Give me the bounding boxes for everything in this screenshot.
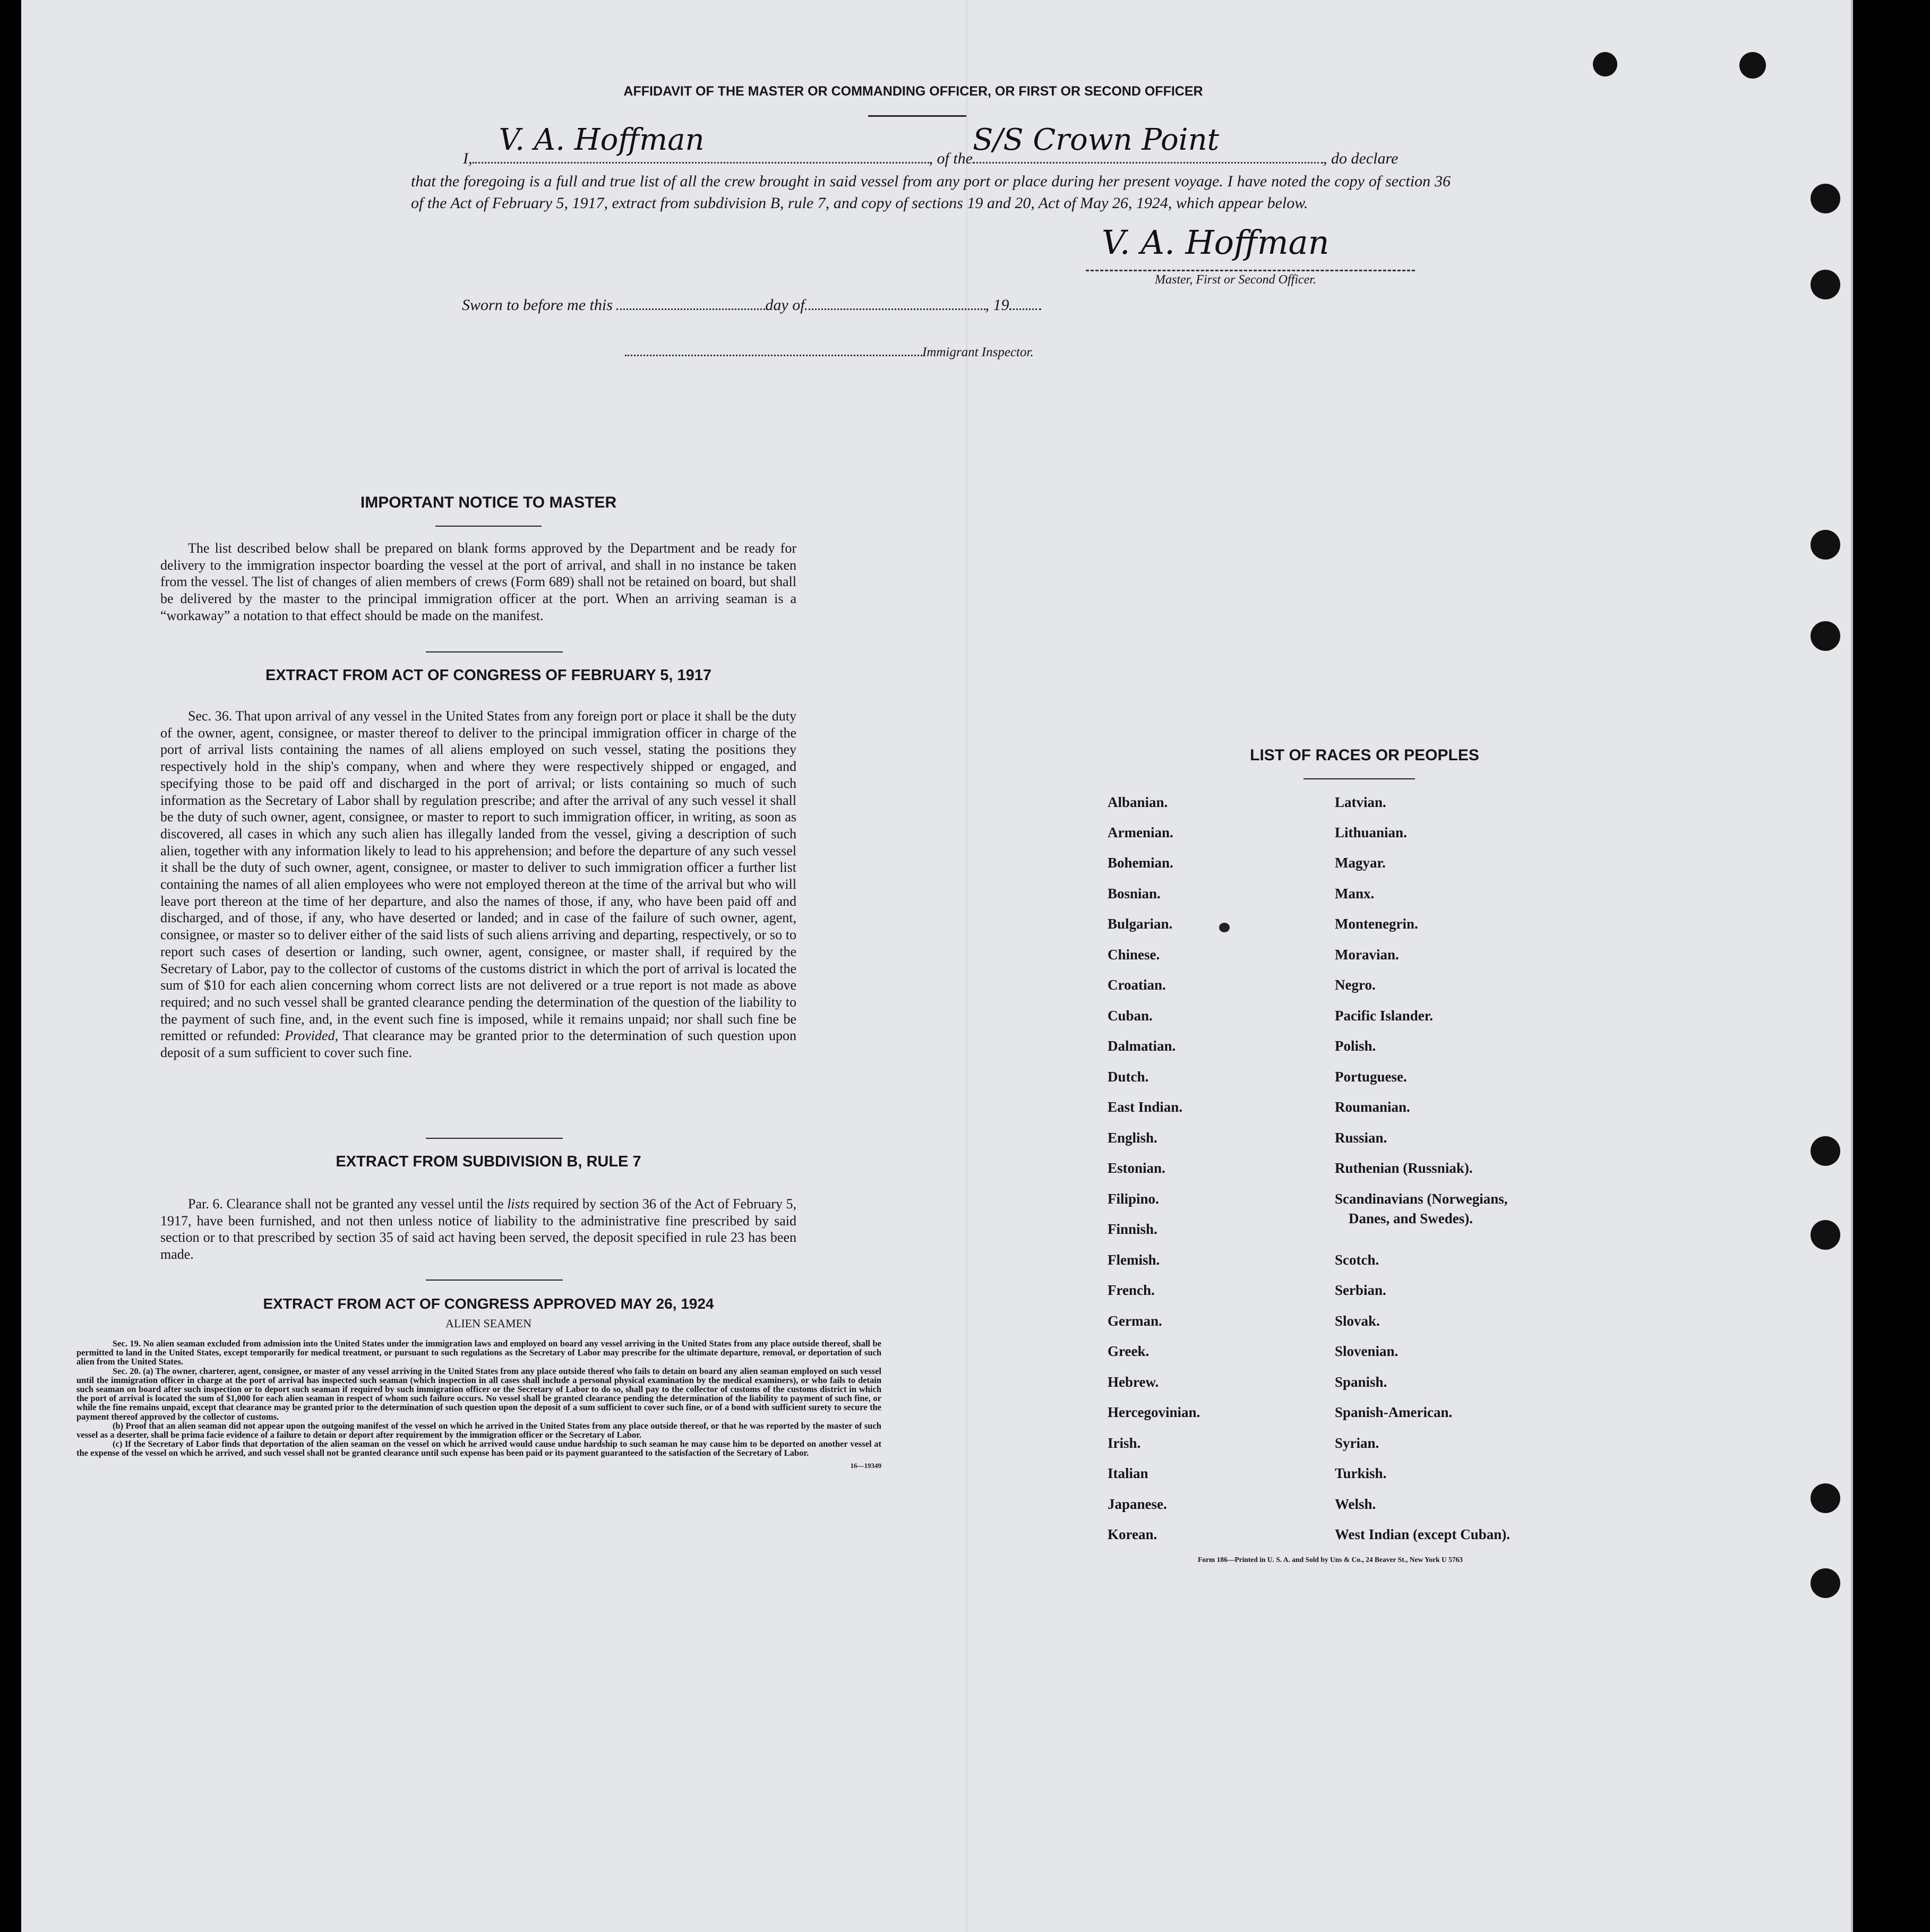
vessel-name-field [973, 123, 1323, 164]
race-item: Danes, and Swedes). [1349, 1210, 1473, 1226]
race-item: Dalmatian. [1108, 1038, 1176, 1054]
race-item: Finnish. [1108, 1221, 1157, 1237]
race-item: Armenian. [1108, 825, 1173, 840]
binder-hole [1739, 52, 1766, 79]
race-item: Magyar. [1335, 855, 1386, 871]
extract-1917-text [160, 708, 796, 1061]
race-item: Slovak. [1335, 1313, 1380, 1329]
declaration-line [463, 123, 1451, 168]
race-item: Portuguese. [1335, 1069, 1407, 1085]
race-item: Cuban. [1108, 1008, 1153, 1024]
binder-hole [1811, 1220, 1840, 1250]
rule7-text-a: Clearance shall not be granted any vessel until the [226, 1196, 504, 1212]
race-item: Filipino. [1108, 1191, 1159, 1207]
race-item: Polish. [1335, 1038, 1376, 1054]
sec-20b-text: (b) Proof that an alien seaman did not appear upon the outgoing manifest of the vessel on which he arrived in the United States from any place outside thereof, or that he was reported by the master of such vessel as a deserter, shall be prima facie evidence of a failure to detain or deport after requirement by the immigration officer or the Secretary of Labor. [76, 1420, 881, 1440]
race-item: Scandinavians (Norwegians, [1335, 1191, 1508, 1207]
race-item: Negro. [1335, 977, 1376, 993]
binder-hole [1811, 621, 1840, 651]
races-rule [1303, 778, 1415, 779]
sworn-day-field [616, 293, 765, 310]
extract-1917-title: EXTRACT FROM ACT OF CONGRESS OF FEBRUARY 5, 1917 [265, 667, 712, 684]
race-item: Spanish. [1335, 1374, 1387, 1390]
i-label: I, [463, 150, 473, 167]
act-1924-sections [76, 1339, 881, 1470]
race-item: West Indian (except Cuban). [1335, 1526, 1511, 1542]
sworn-year-field [1009, 293, 1041, 310]
inspector-caption: Immigrant Inspector. [922, 345, 1034, 359]
master-name-field [473, 123, 929, 164]
race-item: Spanish-American. [1335, 1404, 1453, 1420]
race-item: Hercegovinian. [1108, 1404, 1200, 1420]
of-the-label: , of the [929, 150, 973, 167]
binder-hole [1811, 270, 1840, 299]
vessel-name-handwritten: S/S Crown Point [973, 123, 1220, 157]
binder-hole [1811, 184, 1840, 213]
race-item: Pacific Islander. [1335, 1008, 1433, 1024]
race-item: Estonian. [1108, 1160, 1165, 1176]
inspector-field [625, 339, 922, 356]
race-item: Hebrew. [1108, 1374, 1159, 1390]
ink-blot [1219, 923, 1230, 932]
race-item: Croatian. [1108, 977, 1166, 993]
race-item: Syrian. [1335, 1435, 1379, 1451]
do-declare-label: , do declare [1323, 150, 1399, 167]
race-item: Dutch. [1108, 1069, 1149, 1085]
race-item: East Indian. [1108, 1099, 1183, 1115]
binder-hole [1811, 1568, 1840, 1598]
race-item: Roumanian. [1335, 1099, 1410, 1115]
master-signature: V. A. Hoffman [1102, 223, 1329, 262]
signature-block [1086, 223, 1415, 297]
race-item: Ruthenian (Russniak). [1335, 1160, 1473, 1176]
race-item: German. [1108, 1313, 1162, 1329]
race-item: Chinese. [1108, 947, 1160, 963]
race-item: Albanian. [1108, 794, 1168, 810]
sworn-line [462, 293, 1041, 314]
lists-word: lists [507, 1196, 530, 1212]
race-item: Serbian. [1335, 1282, 1386, 1298]
printer-footer: Form 186—Printed in U. S. A. and Sold by Uns & Co., 24 Beaver St., New York U 5763 [1198, 1556, 1463, 1564]
form-page [21, 0, 1853, 1932]
sec-19-text: Sec. 19. No alien seaman excluded from admission into the United States under the immigration laws and employed on board any vessel arriving in the United States from any place outside thereof, shall be permitted to land in the United States, except temporarily for medical treatment, or pursuant to such regulations as the Secretary of Labor may prescribe for the ultimate departure, removal, or deportation of such alien from the United States. [76, 1338, 881, 1367]
race-item: Bohemian. [1108, 855, 1173, 871]
race-item: French. [1108, 1282, 1155, 1298]
page-fold [966, 0, 967, 1932]
race-item: Moravian. [1335, 947, 1399, 963]
act-1924-title: EXTRACT FROM ACT OF CONGRESS APPROVED MAY 26, 1924 [263, 1295, 714, 1312]
race-item: Japanese. [1108, 1496, 1167, 1512]
affidavit-title: AFFIDAVIT OF THE MASTER OR COMMANDING OFFICER, OR FIRST OR SECOND OFFICER [623, 84, 1203, 99]
notice-text: The list described below shall be prepared on blank forms approved by the Department and be ready for delivery to the immigration inspector boarding the vessel at the port of arrival, and shall in no instance be taken from the vessel. The list of changes of alien members of crews (Form 689) shall not be retained on board, but shall be delivered by the master to the principal immigration officer at the port. When an arriving seaman is a “workaway” a notation to that effect should be made on the manifest. [160, 540, 796, 623]
form-code: 16—19349 [850, 1461, 881, 1470]
binder-hole [1811, 1136, 1840, 1166]
race-item: Montenegrin. [1335, 916, 1418, 932]
alien-seamen-subtitle: ALIEN SEAMEN [445, 1317, 531, 1330]
signature-caption: Master, First or Second Officer. [1155, 273, 1316, 287]
binder-hole [1593, 52, 1617, 76]
sworn-month-field [805, 293, 985, 310]
binder-hole [1811, 1483, 1840, 1513]
race-item: Lithuanian. [1335, 825, 1407, 840]
title-rule [868, 115, 966, 117]
signature-line [1086, 270, 1415, 271]
section-rule [426, 651, 563, 652]
race-item: Irish. [1108, 1435, 1141, 1451]
race-item: Welsh. [1335, 1496, 1376, 1512]
declaration-body: that the foregoing is a full and true list of all the crew brought in said vessel from any port or place during her present voyage. I have noted the copy of section 36 of the Act of February 5, 1917, extract from subdivision B, rule 7, and copy of sections 19 and 20, Act of May 26, 1924, which appear below. [411, 173, 1451, 212]
rule7-title: EXTRACT FROM SUBDIVISION B, RULE 7 [336, 1153, 641, 1170]
page-edge [1851, 0, 1853, 1932]
sec-36-label: Sec. 36. [188, 708, 233, 724]
sworn-label: Sworn to before me this [462, 296, 613, 314]
race-item: Flemish. [1108, 1252, 1160, 1268]
year-label: , 19 [985, 296, 1009, 314]
race-item: Scotch. [1335, 1252, 1379, 1268]
binder-hole [1811, 530, 1840, 560]
master-name-signature: V. A. Hoffman [499, 123, 705, 157]
inspector-line [625, 339, 1034, 360]
provided-word: Provided, [285, 1028, 339, 1044]
sec-36-body: That upon arrival of any vessel in the United States from any foreign port or place it shall be the duty of the owner, agent, consignee, or master thereof to deliver to the principal immigration officer in charge of the port of arrival lists containing the names of all aliens employed on such vessel, stating the positions they respectively hold in the ship's company, when and where they were respectively shipped or engaged, and specifying those to be paid off and discharged in the port of arrival; or lists containing so much of such information as the Secretary of Labor shall by regulation prescribe; and after the arrival of any such vessel it shall be the duty of such owner, agent, consignee, or master to report to such immigration officer, in writing, as soon as discovered, all cases in which any such alien has illegally landed from the vessel, giving a description of such alien, together with any information likely to lead to his apprehension; and before the departure of any such vessel it shall be the duty of such owner, agent, consignee, or master to deliver to such immigration officer a further list containing the names of all alien employees who were not employed thereon at the time of the arrival but who will leave port thereon at the time of her departure, and also the names of those, if any, who have been paid off and discharged, and of those, if any, who have deserted or landed; and in case of the failure of such owner, agent, consignee, or master so to deliver either of the said lists of such aliens arriving and departing, respectively, or so to report such cases of desertion or landing, such owner, agent, consignee, or master shall, if required by the Secretary of Labor, pay to the collector of customs of the customs district in which the port of arrival is located the sum of $10 for each alien concerning whom correct lists are not delivered or a true report is not made as above required; and no such vessel shall be granted clearance pending the determination of the question of the liability to the payment of such fine, and, in the event such fine is imposed, while it remains unpaid; nor shall such fine be remitted or refunded: [160, 708, 796, 1044]
race-item: Bulgarian. [1108, 916, 1173, 932]
race-item: Slovenian. [1335, 1343, 1399, 1359]
race-item: English. [1108, 1130, 1157, 1146]
race-item: Bosnian. [1108, 886, 1161, 901]
race-item: Greek. [1108, 1343, 1150, 1359]
race-item: Manx. [1335, 886, 1375, 901]
race-item: Latvian. [1335, 794, 1386, 810]
notice-title: IMPORTANT NOTICE TO MASTER [360, 494, 617, 511]
race-item: Korean. [1108, 1526, 1157, 1542]
sec-20c-text: (c) If the Secretary of Labor finds that deportation of the alien seaman on the vessel on which he arrived would cause undue hardship to such seaman he may cause him to be deported on another vessel at the expense of the vessel on which he arrived, and such vessel shall not be granted clearance until such expense has been paid or its payment guaranteed to the satisfaction of the Secretary of Labor. [76, 1439, 881, 1458]
races-title: LIST OF RACES OR PEOPLES [1250, 746, 1479, 764]
race-item: Russian. [1335, 1130, 1387, 1146]
rule7-text [160, 1196, 796, 1263]
day-of-label: day of [765, 296, 805, 314]
rule7-text-b: required by section 36 of the Act of February 5, 1917, have been furnished, and not then unless notice of liability to the administrative fine prescribed by said section or to that prescribed by section 35 of said act having been served, the deposit specified in rule 23 has been made. [160, 1196, 797, 1263]
race-item: Italian [1108, 1465, 1148, 1481]
section-rule [426, 1138, 563, 1139]
sec-20a-text: Sec. 20. (a) The owner, charterer, agent, consignee, or master of any vessel arriving in the United States from any place outside thereof who fails to detain on board any alien seaman employed on such vessel until the immigration officer in charge at the port of arrival has inspected such seaman (which inspection in all cases shall include a personal physical examination by the medical examiners), or who fails to detain such seaman on board after such inspection or to deport such seaman if required by such immigration officer or the Secretary of Labor to do so, shall pay to the collector of customs of the customs district in which the port of arrival is located the sum of $1,000 for each alien seaman in respect of whom such failure occurs. No vessel shall be granted clearance pending the determination of the liability to payment of such fine, or while the fine remains unpaid, except that clearance may be granted prior to the determination of such question upon the deposit of a sum sufficient to cover such fine, or of a bond with sufficient surety to secure the payment thereof approved by the collector of customs. [76, 1366, 881, 1422]
section-rule [426, 1280, 563, 1281]
par-6-label: Par. 6. [188, 1196, 223, 1212]
notice-rule [435, 526, 542, 527]
sec-36-end: That clearance may be granted prior to the determination of such question upon deposit of a sum sufficient to cover such fine. [160, 1028, 797, 1061]
race-item: Turkish. [1335, 1465, 1387, 1481]
